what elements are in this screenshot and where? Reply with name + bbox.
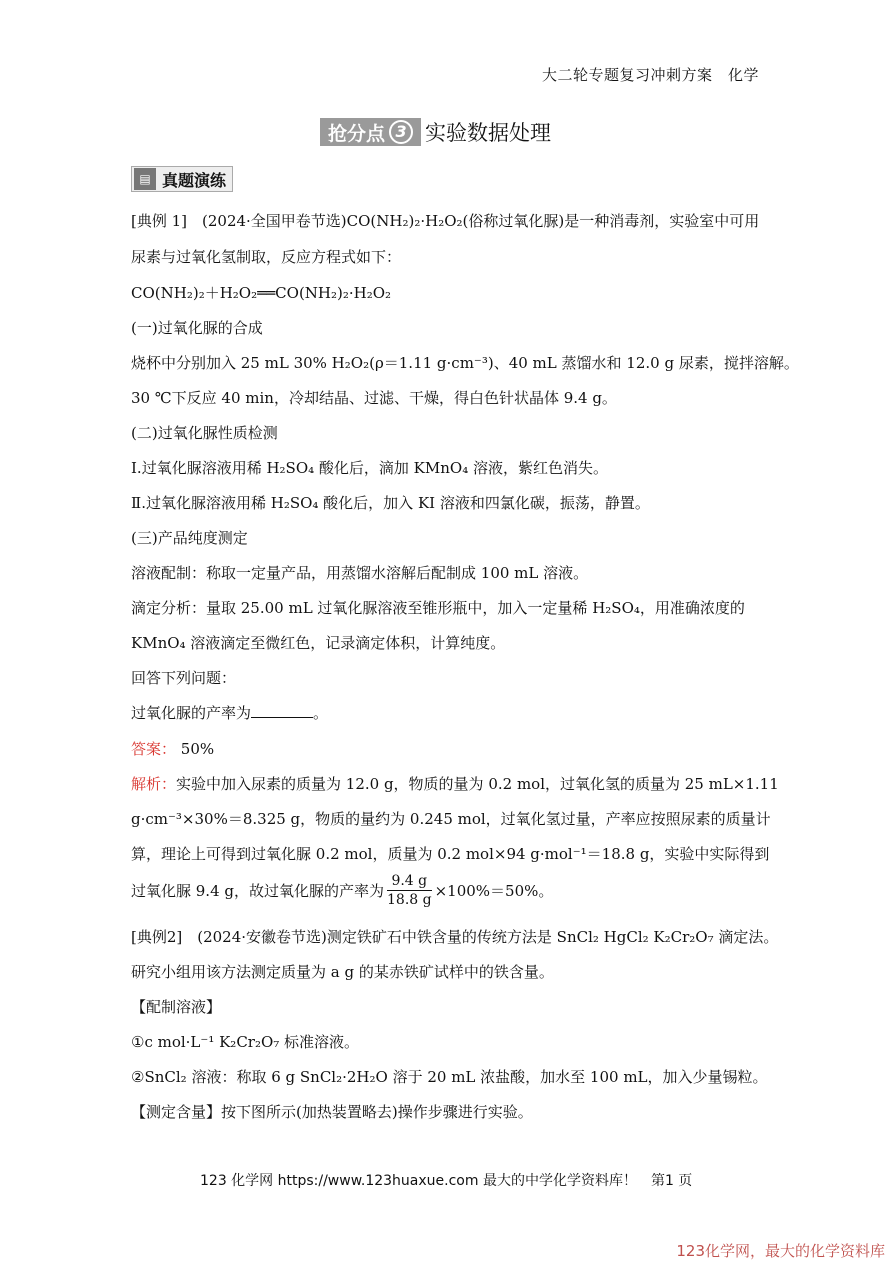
section-title <box>320 116 551 148</box>
text-line: (二)过氧化脲性质检测 <box>131 424 278 442</box>
answer-value: 50% <box>180 740 215 758</box>
text-line: Ⅱ.过氧化脲溶液用稀 H₂SO₄ 酸化后，加入 KI 溶液和四氯化碳，振荡，静置。 <box>131 494 650 512</box>
text-line: 溶液配制：称取一定量产品，用蒸馏水溶解后配制成 100 mL 溶液。 <box>131 564 589 582</box>
book-icon: ▤ <box>134 168 156 190</box>
question-text: 过氧化脲的产率为 <box>131 704 252 722</box>
text-line: 尿素与过氧化氢制取，反应方程式如下： <box>131 248 402 266</box>
question-line <box>131 702 328 723</box>
text-line: 30 ℃下反应 40 min，冷却结晶、过滤、干燥，得白色针状晶体 9.4 g。 <box>131 389 617 407</box>
fraction-numerator: 9.4 g <box>387 872 432 891</box>
text-line: CO(NH₂)₂＋H₂O₂══CO(NH₂)₂·H₂O₂ <box>131 284 392 302</box>
badge-number: 3 <box>389 120 413 144</box>
text-line: [典例2] (2024·安徽卷节选)测定铁矿石中铁含量的传统方法是 SnCl₂ HgCl₂ K₂Cr₂O₇ 滴定法。 <box>131 928 779 946</box>
answer-label: 答案： <box>131 740 177 758</box>
analysis-line: 算，理论上可得到过氧化脲 0.2 mol，质量为 0.2 mol×94 g·mol⁻¹＝18.8 g，实验中实际得到 <box>131 845 770 863</box>
section-heading: 实验数据处理 <box>425 121 552 145</box>
text-line: ①c mol·L⁻¹ K₂Cr₂O₇ 标准溶液。 <box>131 1033 360 1051</box>
subsection-title: 真题演练 <box>162 170 227 190</box>
text-line: 【测定含量】按下图所示(加热装置略去)操作步骤进行实验。 <box>131 1103 533 1121</box>
text-line: 研究小组用该方法测定质量为 a g 的某赤铁矿试样中的铁含量。 <box>131 963 554 981</box>
text-line: Ⅰ.过氧化脲溶液用稀 H₂SO₄ 酸化后，滴加 KMnO₄ 溶液，紫红色消失。 <box>131 459 608 477</box>
analysis-line: g·cm⁻³×30%＝8.325 g，物质的量约为 0.245 mol，过氧化氢过量，产率应按照尿素的质量计 <box>131 810 771 828</box>
fraction <box>387 872 432 909</box>
question-end: 。 <box>313 704 329 722</box>
analysis-line <box>131 773 779 794</box>
analysis-line <box>131 872 553 909</box>
fraction-denominator: 18.8 g <box>387 892 432 908</box>
analysis-label: 解析： <box>131 775 177 793</box>
subsection-label <box>131 166 233 192</box>
text-line: ②SnCl₂ 溶液：称取 6 g SnCl₂·2H₂O 溶于 20 mL 浓盐酸，加水至 100 mL，加入少量锡粒。 <box>131 1068 768 1086</box>
section-badge <box>320 118 421 146</box>
analysis-text: ×100%＝50%。 <box>434 882 554 900</box>
text-line: (三)产品纯度测定 <box>131 529 248 547</box>
running-header: 大二轮专题复习冲刺方案 化学 <box>541 66 759 84</box>
answer-line <box>131 738 214 759</box>
text-line: 滴定分析：量取 25.00 mL 过氧化脲溶液至锥形瓶中，加入一定量稀 H₂SO₄，用准确浓度的 <box>131 599 745 617</box>
page-footer: 123 化学网 https://www.123huaxue.com 最大的中学化学资料库！ 第1 页 <box>200 1173 693 1189</box>
text-line: 回答下列问题： <box>131 669 237 687</box>
text-line: 【配制溶液】 <box>131 998 222 1016</box>
text-line: (一)过氧化脲的合成 <box>131 319 263 337</box>
badge-label: 抢分点 <box>328 122 386 145</box>
watermark: 123化学网，最大的化学资料库 <box>676 1242 885 1260</box>
text-line: [典例 1] (2024·全国甲卷节选)CO(NH₂)₂·H₂O₂(俗称过氧化脲)是一种消毒剂，实验室中可用 <box>131 212 760 230</box>
analysis-text: 过氧化脲 9.4 g，故过氧化脲的产率为 <box>131 882 384 900</box>
text-line: 烧杯中分别加入 25 mL 30% H₂O₂(ρ＝1.11 g·cm⁻³)、40 mL 蒸馏水和 12.0 g 尿素，搅拌溶解。 <box>131 354 799 372</box>
analysis-text: 实验中加入尿素的质量为 12.0 g，物质的量为 0.2 mol，过氧化氢的质量为 25 mL×1.11 <box>176 775 779 793</box>
answer-blank <box>251 704 313 718</box>
text-line: KMnO₄ 溶液滴定至微红色，记录滴定体积，计算纯度。 <box>131 634 506 652</box>
